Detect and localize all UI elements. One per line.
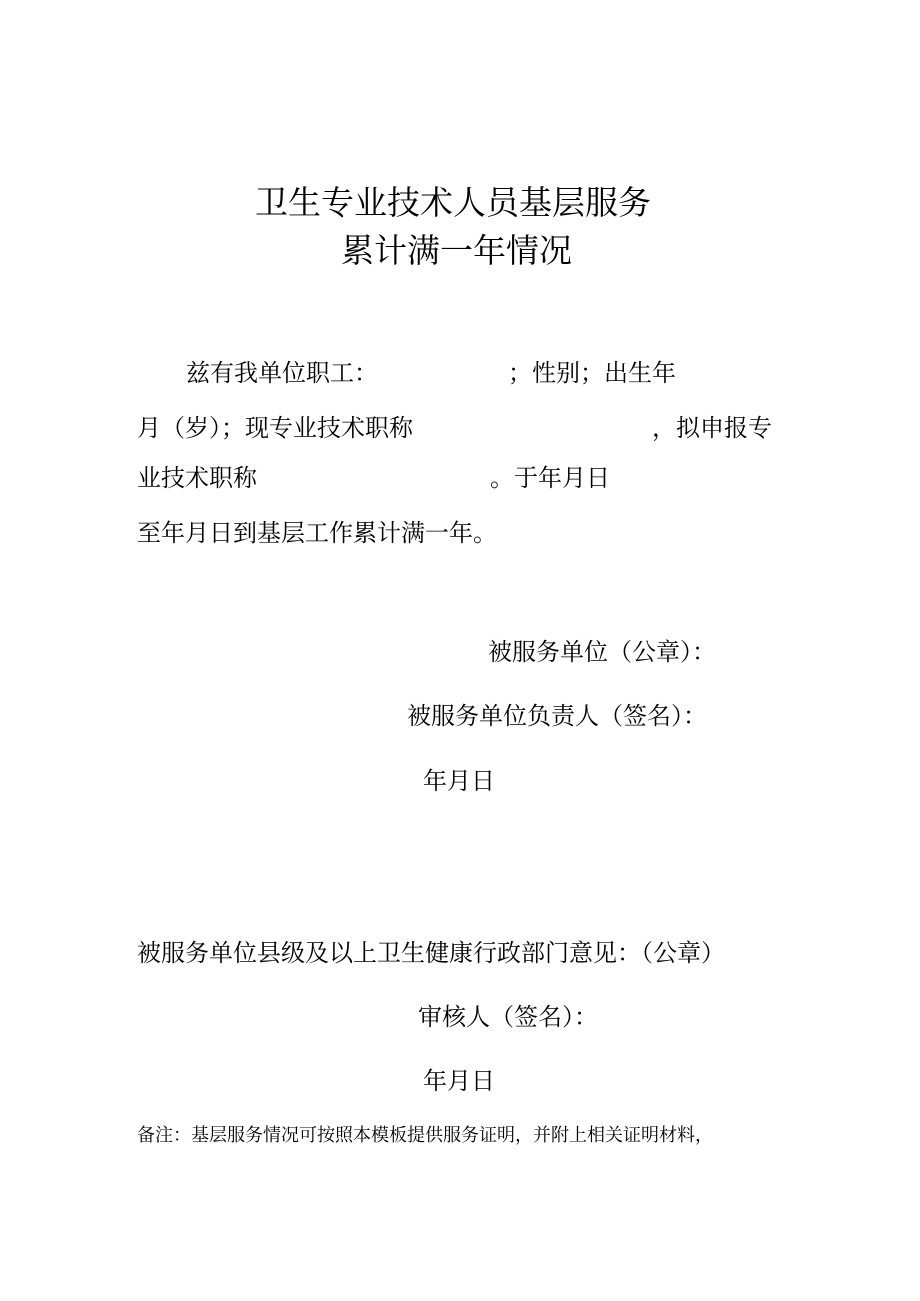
planned-title-text: ，拟申报专 bbox=[652, 414, 772, 442]
start-date-text: 。于年月日 bbox=[490, 464, 610, 492]
service-period-text: 至年月日到基层工作累计满一年。 bbox=[137, 519, 497, 547]
current-title-text: 月（岁）；现专业技术职称 bbox=[137, 414, 413, 442]
title-line-1: 卫生专业技术人员基层服务 bbox=[255, 183, 651, 222]
unit-seal-label: 被服务单位（公章）： bbox=[488, 638, 716, 666]
employee-intro: 兹有我单位职工： bbox=[186, 359, 378, 387]
tech-title-label: 业技术职称 bbox=[137, 464, 257, 492]
gender-birth-text: ；性别；出生年 bbox=[508, 359, 676, 387]
department-opinion-label: 被服务单位县级及以上卫生健康行政部门意见：（公章） bbox=[137, 939, 725, 967]
unit-head-signature-label: 被服务单位负责人（签名）： bbox=[407, 702, 707, 730]
remark-note: 备注：基层服务情况可按照本模板提供服务证明，并附上相关证明材料， bbox=[137, 1125, 713, 1146]
title-line-2: 累计满一年情况 bbox=[341, 231, 572, 270]
department-date-label: 年月日 bbox=[423, 1067, 495, 1095]
reviewer-signature-label: 审核人（签名）： bbox=[418, 1003, 598, 1031]
unit-date-label: 年月日 bbox=[423, 767, 495, 795]
